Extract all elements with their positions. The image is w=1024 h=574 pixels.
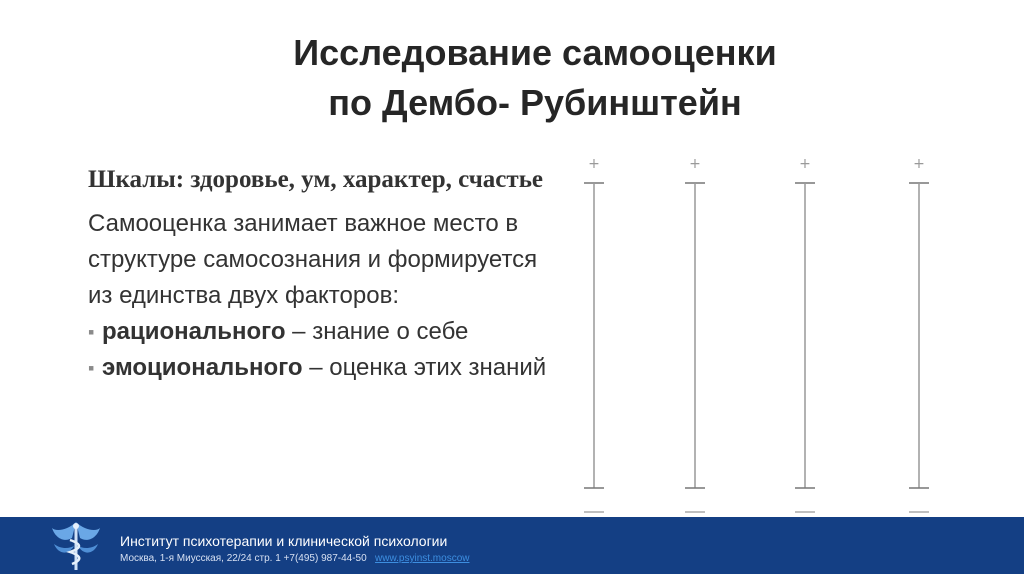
description-paragraph: Самооценка занимает важное место в структуре самосознания и формируется из единства двух факторов: [88, 210, 538, 309]
scale-health [584, 156, 604, 512]
bullet-text: – оценка этих знаний [302, 354, 547, 381]
scale-plus-mark: + [588, 156, 600, 172]
address-text: Москва, 1-я Миусская, 22/24 стр. 1 +7(495) 987-44-50 [120, 553, 367, 564]
bullet-bold: рационального [102, 318, 286, 345]
institute-logo-icon [50, 520, 102, 572]
institute-name: Институт психотерапии и клинической психологии [120, 533, 448, 549]
bullet-text: – знание о себе [285, 318, 469, 345]
bullet-item-emotional [88, 350, 548, 386]
scale-plus-mark: + [913, 156, 925, 172]
rating-scales [560, 150, 980, 520]
institute-address [120, 552, 469, 566]
scale-plus-mark: + [689, 156, 701, 172]
scale-character [795, 156, 815, 512]
footer-bar [0, 517, 1024, 574]
scale-happiness [909, 156, 929, 512]
title-line-2: по Дембо- Рубинштейн [328, 82, 742, 123]
bullet-item-rational [88, 314, 548, 350]
bullet-bold: эмоционального [102, 354, 303, 381]
title-line-1: Исследование самооценки [293, 32, 777, 73]
scale-mind [685, 156, 705, 512]
bullet-square-icon: ▪ [88, 358, 95, 378]
content-block [88, 162, 548, 386]
slide-title [200, 28, 870, 128]
scales-label: Шкалы: здоровье, ум, характер, счастье [88, 166, 544, 193]
bullet-square-icon: ▪ [88, 322, 95, 342]
scale-plus-mark: + [799, 156, 811, 172]
website-link[interactable]: www.psyinst.moscow [375, 553, 470, 564]
